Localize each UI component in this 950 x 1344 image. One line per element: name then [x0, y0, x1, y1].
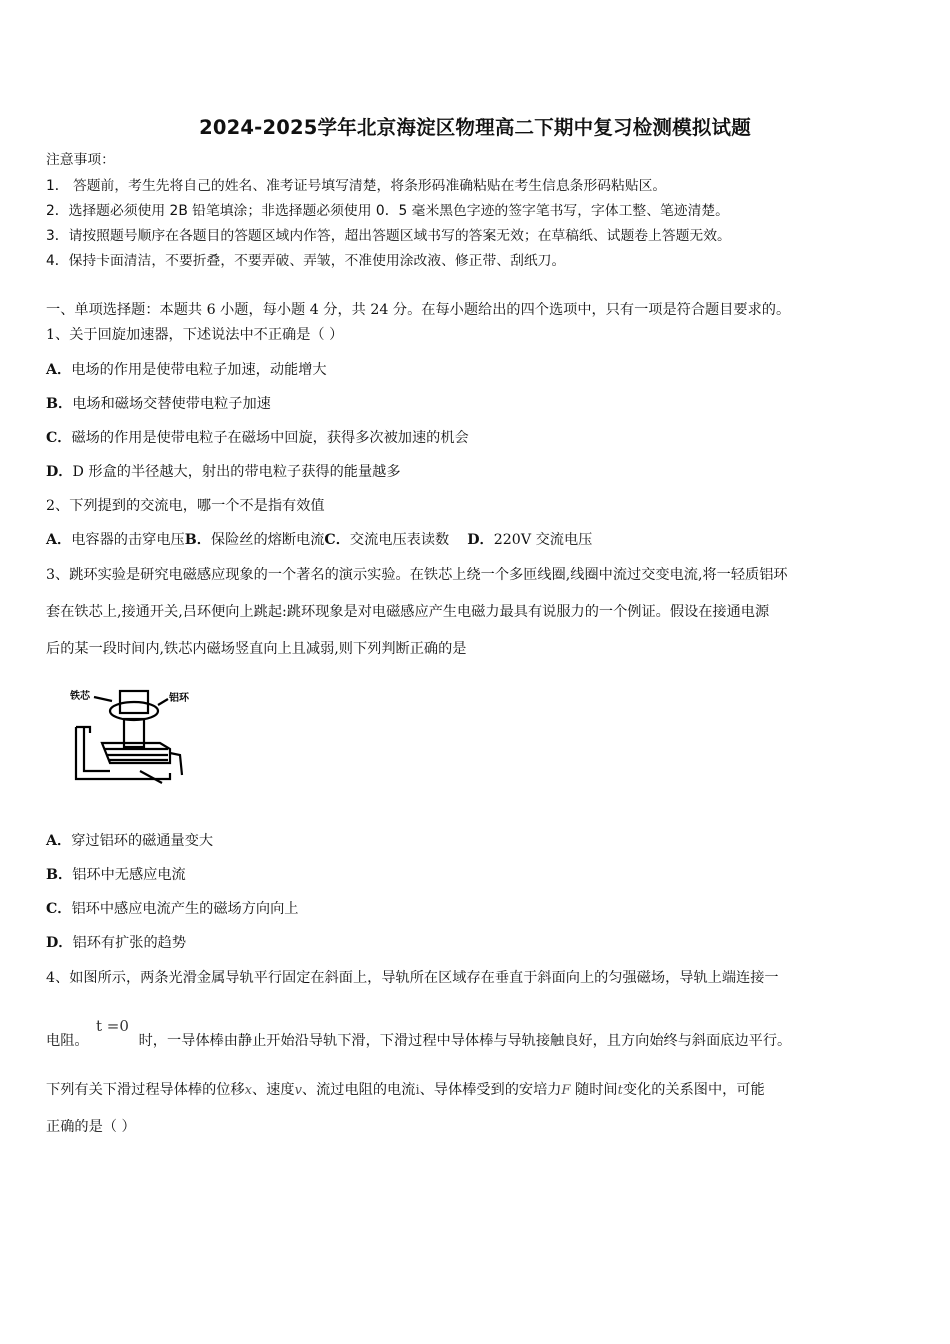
question-1-option-a: A．电场的作用是使带电粒子加速，动能增大 [46, 362, 327, 378]
question-2-option-c: 交流电压表读数 [349, 532, 450, 548]
question-3-stem-line-2: 套在铁芯上,接通开关,吕环便向上跳起:跳环现象是对电磁感应产生电磁力最具有说服力的一个例证。假设在接通电源 [46, 604, 770, 620]
math-t: t [617, 1083, 623, 1098]
question-3-option-c: C．铝环中感应电流产生的磁场方向向上 [46, 901, 299, 917]
math-t-equals-0: t =0 [96, 1017, 129, 1035]
math-x: x [244, 1083, 252, 1098]
question-3-option-d: D．铝环有扩张的趋势 [46, 935, 187, 951]
notice-item-2: 2．选择题必须使用 2B 铅笔填涂；非选择题必须使用 0．5 毫米黑色字迹的签字笔书写，字体工整、笔迹清楚。 [46, 203, 729, 219]
question-2-option-d: 220V 交流电压 [493, 532, 593, 548]
jumping-ring-apparatus-icon [70, 683, 200, 788]
question-1-option-c: C．磁场的作用是使带电粒子在磁场中回旋，获得多次被加速的机会 [46, 430, 469, 446]
question-1-option-d: D．D 形盒的半径越大，射出的带电粒子获得的能量越多 [46, 464, 401, 480]
exam-title: 2024-2025学年北京海淀区物理高二下期中复习检测模拟试题 [199, 116, 751, 139]
question-4-line-3: 下列有关下滑过程导体棒的位移x、速度v、流过电阻的电流i、导体棒受到的安培力F 随时间t变化的关系图中，可能 [46, 1082, 765, 1098]
notice-item-4: 4．保持卡面清洁，不要折叠，不要弄破、弄皱，不准使用涂改液、修正带、刮纸刀。 [46, 253, 566, 269]
question-3-option-b: B．铝环中无感应电流 [46, 867, 186, 883]
notice-heading: 注意事项： [46, 152, 115, 168]
question-1-option-b: B．电场和磁场交替使带电粒子加速 [46, 396, 271, 412]
math-v: v [294, 1083, 302, 1098]
question-4-line-2: 电阻。 时，一导体棒由静止开始沿导轨下滑，下滑过程中导体棒与导轨接触良好，且方向始终与斜面底边平行。 [46, 1033, 792, 1049]
svg-text:铁芯: 铁芯 [70, 691, 90, 702]
question-3-stem-line-3: 后的某一段时间内,铁芯内磁场竖直向上且减弱,则下列判断正确的是 [46, 641, 467, 657]
question-4-line-4: 正确的是（ ） [46, 1119, 136, 1135]
svg-text:铝环: 铝环 [169, 693, 189, 704]
question-4-line-1: 4、如图所示，两条光滑金属导轨平行固定在斜面上，导轨所在区域存在垂直于斜面向上的匀强磁场，导轨上端连接一 [46, 970, 779, 986]
question-3-option-a: A．穿过铝环的磁通量变大 [46, 833, 214, 849]
section-heading: 一、单项选择题：本题共 6 小题，每小题 4 分，共 24 分。在每小题给出的四个选项中，只有一项是符合题目要求的。 [46, 302, 791, 318]
jumping-ring-figure [70, 683, 200, 788]
question-2-option-b: 保险丝的熔断电流 [210, 532, 325, 548]
notice-item-3: 3．请按照题号顺序在各题目的答题区域内作答，超出答题区域书写的答案无效；在草稿纸、试题卷上答题无效。 [46, 228, 731, 244]
math-F: F [561, 1083, 571, 1098]
notice-item-1: 1． 答题前，考生先将自己的姓名、准考证号填写清楚，将条形码准确粘贴在考生信息条形码粘贴区。 [46, 178, 667, 194]
question-2-options: A．电容器的击穿电压B．保险丝的熔断电流C．交流电压表读数 D．220V 交流电压 [46, 532, 593, 548]
question-2-stem: 2、下列提到的交流电，哪一个不是指有效值 [46, 498, 325, 514]
question-3-stem-line-1: 3、跳环实验是研究电磁感应现象的一个著名的演示实验。在铁芯上绕一个多匝线圈,线圈中流过交变电流,将一轻质铝环 [46, 567, 788, 583]
math-i: i [415, 1083, 420, 1098]
question-1-stem: 1、关于回旋加速器，下述说法中不正确是（ ） [46, 327, 344, 343]
question-2-option-a: 电容器的击穿电压 [71, 532, 185, 548]
